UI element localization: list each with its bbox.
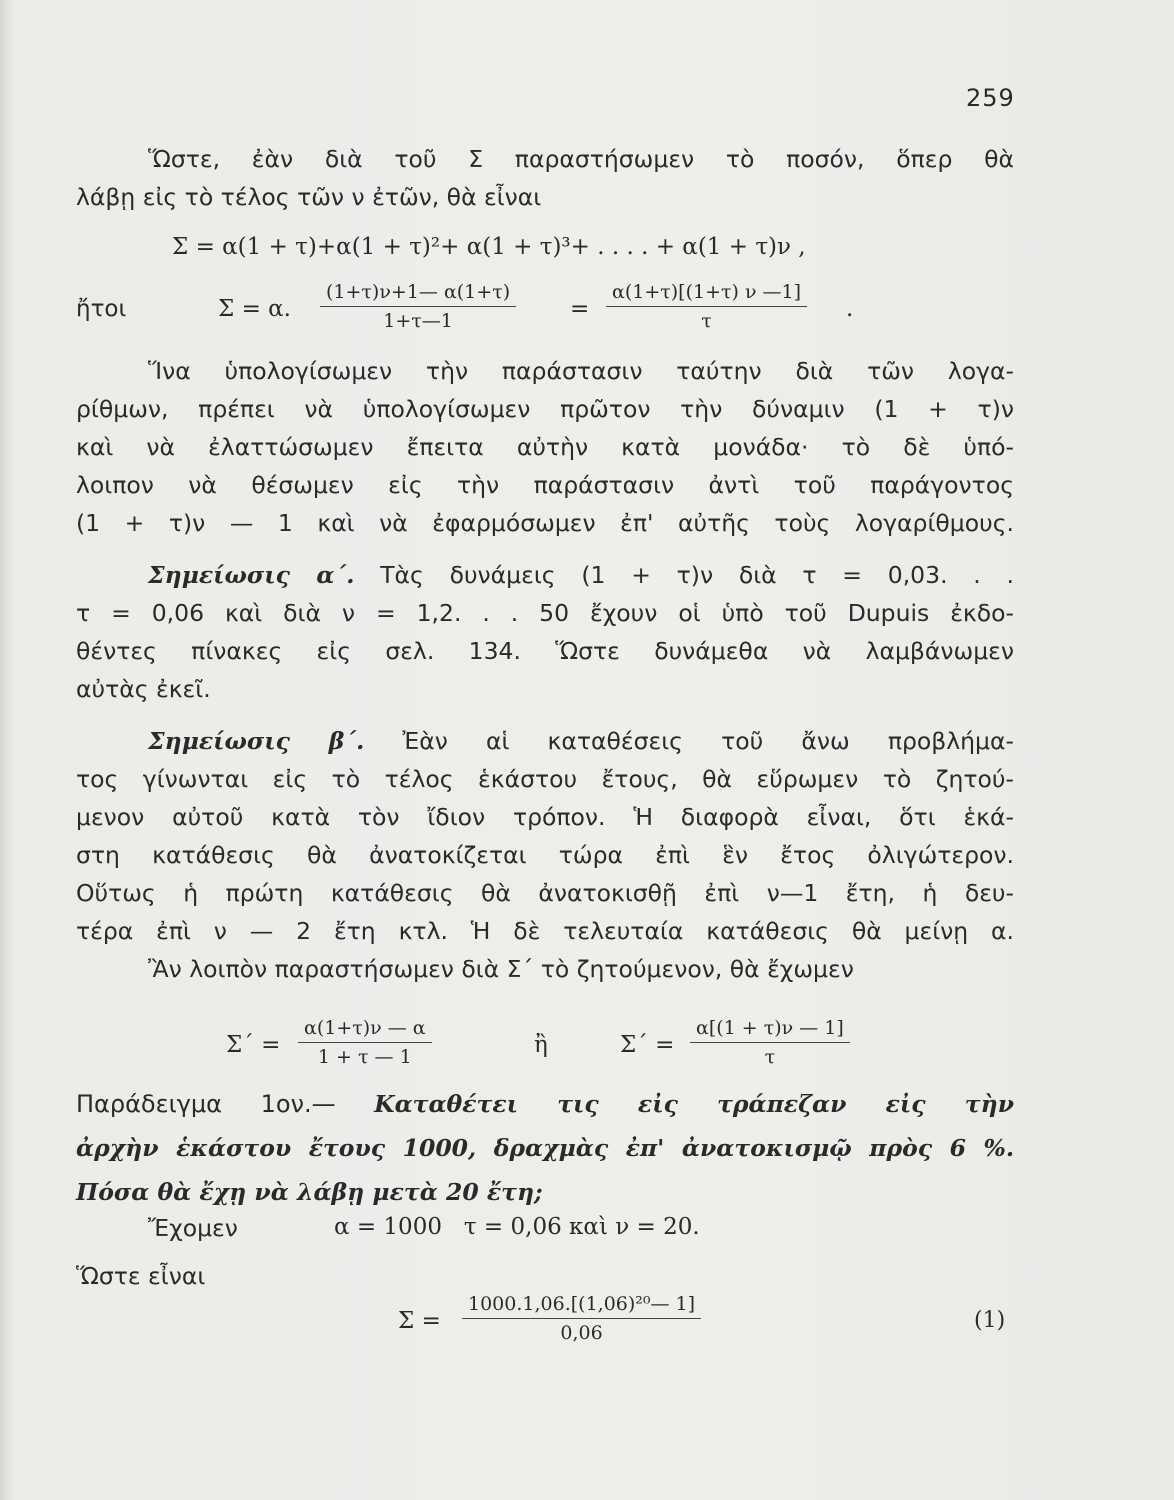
fraction-denominator: 1 + τ — 1 xyxy=(317,1046,412,1068)
text-line xyxy=(76,1082,1014,1126)
text-line: ἀρχὴν ἑκάστου ἔτους 1000, δραχμὰς ἐπ' ἀνατοκισμῷ πρὸς 6 %. xyxy=(76,1134,1014,1162)
eq-equals: = xyxy=(570,296,590,322)
fraction-numerator: 1000.1,06.[(1,06)²⁰— 1] xyxy=(462,1292,701,1319)
text-line: στη κατάθεσις θὰ ἀνατοκίζεται τώρα ἐπὶ ἓν ἔτος ὀλιγώτερον. xyxy=(76,841,1014,869)
fraction-2 xyxy=(690,1016,850,1069)
fraction xyxy=(462,1292,701,1345)
equation-example-sum xyxy=(398,1292,1018,1352)
eq-or: ἢ xyxy=(534,1032,548,1058)
text-line: Ἂν λοιπὸν παραστήσωμεν διὰ Σ΄ τὸ ζητούμενον, θὰ ἔχωμεν xyxy=(148,955,854,983)
text-line: ρίθμων, πρέπει νὰ ὑπολογίσωμεν πρῶτον τὴν δύναμιν (1 + τ)ν xyxy=(76,395,1014,423)
note-b-label: Σημείωσις β΄. xyxy=(148,727,365,755)
example-1 xyxy=(76,1082,1014,1214)
fraction-numerator: α(1+τ)[(1+τ) ν —1] xyxy=(606,280,807,307)
paragraph-intro xyxy=(76,140,1014,216)
text-line: λοιπον νὰ θέσωμεν εἰς τὴν παράστασιν ἀντὶ τοῦ παράγοντος xyxy=(76,471,1014,499)
eq-lhs: Σ΄ = xyxy=(226,1032,281,1058)
thus-text: Ὥστε εἶναι xyxy=(76,1262,206,1290)
text-line: μενον αὐτοῦ κατὰ τὸν ἴδιον τρόπον. Ἡ διαφορὰ εἶναι, ὅτι ἑκά- xyxy=(76,803,1014,831)
given-values: α = 1000 τ = 0,06 καὶ ν = 20. xyxy=(334,1214,700,1240)
given-prefix: Ἔχομεν xyxy=(148,1214,238,1242)
fraction-numerator: α[(1 + τ)ν — 1] xyxy=(690,1016,850,1043)
fraction-1 xyxy=(320,280,516,333)
text-line: αὐτὰς ἐκεῖ. xyxy=(76,675,211,703)
equation-sum-series: Σ = α(1 + τ)+α(1 + τ)²+ α(1 + τ)³+ . . . . + α(1 + τ)ν , xyxy=(172,234,806,260)
fraction-2 xyxy=(606,280,807,333)
fraction-numerator: α(1+τ)ν — α xyxy=(298,1016,432,1043)
note-a-text: Τὰς δυνάμεις (1 + τ)ν διὰ τ = 0,03. . . xyxy=(380,561,1014,589)
example-text: Καταθέτει τις εἰς τράπεζαν εἰς τὴν xyxy=(374,1090,1014,1118)
paragraph-logarithms xyxy=(76,352,1014,542)
text-line: θέντες πίνακες εἰς σελ. 134. Ὥστε δυνάμεθα νὰ λαμβάνωμεν xyxy=(76,637,1014,665)
eq-lhs: Σ = xyxy=(398,1308,441,1334)
eq-lhs: Σ = α. xyxy=(218,296,291,322)
text-line: Πόσα θὰ ἔχῃ νὰ λάβῃ μετὰ 20 ἔτη; xyxy=(76,1178,543,1206)
text-line: Οὕτως ἡ πρώτη κατάθεσις θὰ ἀνατοκισθῇ ἐπὶ ν—1 ἔτη, ἡ δευ- xyxy=(76,879,1014,907)
equation-sigma-prime xyxy=(226,1016,926,1076)
fraction-numerator: (1+τ)ν+1— α(1+τ) xyxy=(320,280,516,307)
fraction-1 xyxy=(298,1016,432,1069)
note-a-label: Σημείωσις α΄. xyxy=(148,561,355,589)
fraction-denominator: τ xyxy=(701,310,712,332)
example-label: Παράδειγμα 1ον.— xyxy=(76,1090,336,1118)
text-line xyxy=(76,556,1014,594)
note-a xyxy=(76,556,1014,708)
fraction-denominator: 1+τ—1 xyxy=(383,310,453,332)
note-b-text: Ἐὰν αἱ καταθέσεις τοῦ ἄνω προβλήμα- xyxy=(402,727,1014,755)
text-line xyxy=(76,722,1014,760)
text-line: (1 + τ)ν — 1 καὶ νὰ ἐφαρμόσωμεν ἐπ' αὐτῆς τοὺς λογαρίθμους. xyxy=(76,509,1014,537)
text-line: καὶ νὰ ἐλαττώσωμεν ἔπειτα αὐτὴν κατὰ μονάδα· τὸ δὲ ὑπό- xyxy=(76,433,1014,461)
text-line: λάβῃ εἰς τὸ τέλος τῶν ν ἐτῶν, θὰ εἶναι xyxy=(76,183,542,211)
fraction-denominator: τ xyxy=(764,1046,776,1068)
eq-prefix: ἤτοι xyxy=(76,296,127,322)
text-line: τ = 0,06 καὶ διὰ ν = 1,2. . . 50 ἔχουν οἱ ὑπὸ τοῦ Dupuis ἐκδο- xyxy=(76,599,1014,627)
eq-lhs: Σ΄ = xyxy=(620,1032,675,1058)
text-line: τος γίνωνται εἰς τὸ τέλος ἑκάστου ἔτους, θὰ εὕρωμεν τὸ ζητού- xyxy=(76,765,1014,793)
text-line: Ἵνα ὑπολογίσωμεν τὴν παράστασιν ταύτην διὰ τῶν λογα- xyxy=(148,357,1014,385)
note-b xyxy=(76,722,1014,988)
text-line: Ὥστε, ἐὰν διὰ τοῦ Σ παραστήσωμεν τὸ ποσόν, ὅπερ θὰ xyxy=(148,145,1014,173)
equation-number: (1) xyxy=(974,1308,1006,1333)
page-number: 259 xyxy=(966,84,1015,112)
eq-end: . xyxy=(846,296,854,322)
fraction-denominator: 0,06 xyxy=(560,1322,603,1344)
text-line: τέρα ἐπὶ ν — 2 ἔτη κτλ. Ἡ δὲ τελευταία κατάθεσις θὰ μείνῃ α. xyxy=(76,917,1014,945)
